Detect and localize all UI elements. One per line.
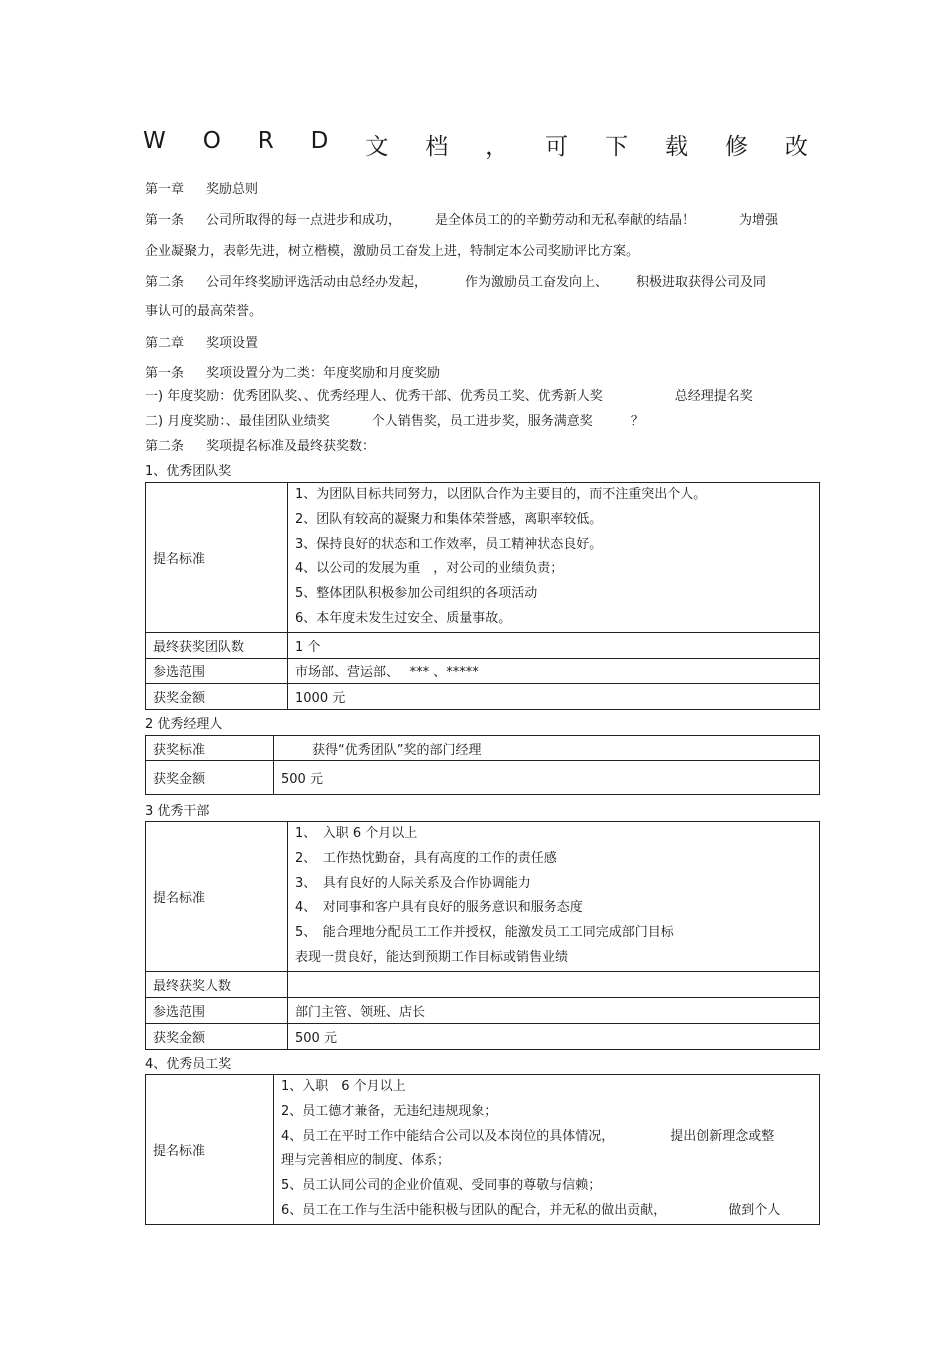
monthly-awards-mark: ？ (630, 414, 644, 429)
amount-value: 500 元 (288, 1023, 820, 1049)
criteria-item: 2、员工德才兼备，无违纪违规现象； (281, 1103, 498, 1119)
employee-award-table (145, 1074, 820, 1225)
article-text: 奖项提名标准及最终获奖数： (206, 439, 376, 454)
article-1-line-2: 企业凝聚力，表彰先进，树立楷模，激励员工奋发上进，特制定本公司奖励评比方案。 (145, 244, 640, 259)
article-number: 第二条 (145, 275, 185, 290)
annual-awards-extra: 总经理提名奖 (674, 389, 753, 404)
article-text: 公司所取得的每一点进步和成功， (206, 213, 402, 228)
chapter-2-heading (145, 332, 258, 351)
document-title (143, 128, 808, 161)
section-4-heading: 4、优秀员工奖 (145, 1057, 232, 1072)
table-row (146, 683, 820, 709)
monthly-awards-line (145, 410, 644, 429)
criteria-item: 3、保持良好的状态和工作效率，员工精神状态良好。 (295, 536, 603, 552)
nomination-criteria (288, 822, 820, 972)
nomination-criteria (274, 1075, 820, 1225)
standard-value: 获得“优秀团队”奖的部门经理 (274, 736, 820, 761)
criteria-text: 4、员工在平时工作中能结合公司以及本岗位的具体情况， (281, 1128, 615, 1144)
title-char: R (257, 128, 274, 154)
chapter-title: 奖励总则 (206, 182, 259, 197)
chapter-number: 第二章 (145, 336, 185, 351)
annual-awards-list: 一) 年度奖励：优秀团队奖、、优秀经理人、优秀干部、优秀员工奖、优秀新人奖 (145, 389, 603, 404)
table-row (146, 632, 820, 658)
title-char: 文 (365, 134, 389, 160)
amount-label: 获奖金额 (146, 1023, 288, 1049)
title-char: 档 (425, 134, 449, 160)
team-award-table (145, 482, 820, 710)
manager-award-table (145, 735, 820, 795)
article-text: 作为激励员工奋发向上、 (465, 275, 609, 290)
criteria-item: 5、 能合理地分配员工工作并授权，能激发员工工同完成部门目标 (295, 925, 674, 941)
criteria-tail: 提出创新理念或整 (670, 1128, 775, 1144)
criteria-text: 6、员工在工作与生活中能积极与团队的配合，并无私的做出贡献， (281, 1202, 667, 1218)
table-row (146, 1075, 820, 1225)
chapter-number: 第一章 (145, 182, 185, 197)
table-row (146, 822, 820, 972)
title-char: ， (485, 134, 509, 160)
criteria-item: 4、 对同事和客户具有良好的服务意识和服务态度 (295, 900, 583, 916)
article-text: 积极进取获得公司及同 (636, 275, 767, 290)
standard-label: 获奖标准 (146, 736, 274, 761)
table-row (146, 761, 820, 795)
title-char: 修 (724, 134, 748, 160)
chapter-title: 奖项设置 (206, 336, 259, 351)
criteria-tail: 做到个人 (728, 1202, 781, 1218)
article-text: 为增强 (739, 213, 779, 228)
article-text: 公司年终奖励评选活动由总经办发起， (206, 275, 428, 290)
criteria-item: 4、以公司的发展为重 ，对公司的业绩负责； (295, 561, 564, 577)
table-row (146, 997, 820, 1023)
title-char: 载 (665, 134, 688, 160)
title-char: D (310, 128, 329, 154)
count-value: 1 个 (288, 632, 820, 658)
title-char: W (143, 128, 166, 154)
article-number: 第二条 (145, 439, 185, 454)
count-label: 最终获奖团队数 (146, 632, 288, 658)
article-number: 第一条 (145, 213, 185, 228)
criteria-item: 5、员工认同公司的企业价值观、受同事的尊敬与信赖； (281, 1178, 602, 1194)
table-row (146, 971, 820, 997)
criteria-item (281, 1125, 812, 1150)
article-number: 第一条 (145, 366, 185, 381)
table-row (146, 736, 820, 761)
count-label: 最终获奖人数 (146, 971, 288, 997)
article-text: 奖项设置分为二类：年度奖励和月度奖励 (206, 366, 441, 381)
table-row (146, 1023, 820, 1049)
criteria-item: 1、 入职 6 个月以上 (295, 826, 418, 841)
scope-value: 部门主管、领班、店长 (288, 997, 820, 1023)
cadre-award-table (145, 821, 820, 1050)
scope-label: 参选范围 (146, 997, 288, 1023)
section-3-heading: 3 优秀干部 (145, 804, 210, 819)
criteria-item: 5、整体团队积极参加公司组织的各项活动 (295, 586, 538, 602)
chapter-1-heading (145, 178, 258, 197)
monthly-awards-list: 二) 月度奖励：、最佳团队业绩奖 (145, 414, 330, 429)
criteria-item: 2、团队有较高的凝聚力和集体荣誉感，离职率较低。 (295, 511, 603, 527)
title-char: O (202, 128, 221, 154)
annual-awards-line (145, 385, 753, 404)
title-char: 改 (784, 134, 808, 160)
section-2-heading: 2 优秀经理人 (145, 717, 223, 732)
title-char: 可 (545, 134, 569, 160)
article-2-line-1 (145, 271, 766, 290)
amount-value: 1000 元 (288, 683, 820, 709)
nomination-label: 提名标准 (146, 1075, 274, 1225)
nomination-label: 提名标准 (146, 822, 288, 972)
criteria-item: 3、 具有良好的人际关系及合作协调能力 (295, 875, 531, 891)
monthly-awards-extra: 个人销售奖，员工进步奖，服务满意奖 (371, 414, 593, 429)
article-1-line-1 (145, 209, 778, 228)
criteria-item: 1、为团队目标共同努力，以团队合作为主要目的，而不注重突出个人。 (295, 487, 707, 502)
criteria-item (281, 1199, 812, 1224)
criteria-item: 6、本年度未发生过安全、质量事故。 (295, 610, 512, 626)
criteria-item: 表现一贯良好，能达到预期工作目标或销售业绩 (295, 949, 569, 965)
criteria-item: 2、 工作热忱勤奋，具有高度的工作的责任感 (295, 850, 557, 866)
article-2-line-2: 事认可的最高荣誉。 (145, 304, 263, 319)
criteria-item: 1、入职 6 个月以上 (281, 1079, 406, 1094)
criteria-item: 理与完善相应的制度、体系； (281, 1153, 451, 1169)
count-value (288, 971, 820, 997)
amount-value: 500 元 (274, 761, 820, 795)
nomination-criteria (288, 483, 820, 633)
table-row (146, 483, 820, 633)
nomination-label: 提名标准 (146, 483, 288, 633)
article-text: 是全体员工的的辛勤劳动和无私奉献的结晶！ (435, 213, 696, 228)
ch2-article-1 (145, 362, 440, 381)
scope-label: 参选范围 (146, 658, 288, 683)
amount-label: 获奖金额 (146, 761, 274, 795)
section-1-heading: 1、优秀团队奖 (145, 464, 232, 479)
table-row (146, 658, 820, 683)
title-char: 下 (605, 134, 629, 160)
scope-value: 市场部、营运部、 *** 、***** (288, 658, 820, 683)
amount-label: 获奖金额 (146, 683, 288, 709)
ch2-article-2 (145, 435, 375, 454)
